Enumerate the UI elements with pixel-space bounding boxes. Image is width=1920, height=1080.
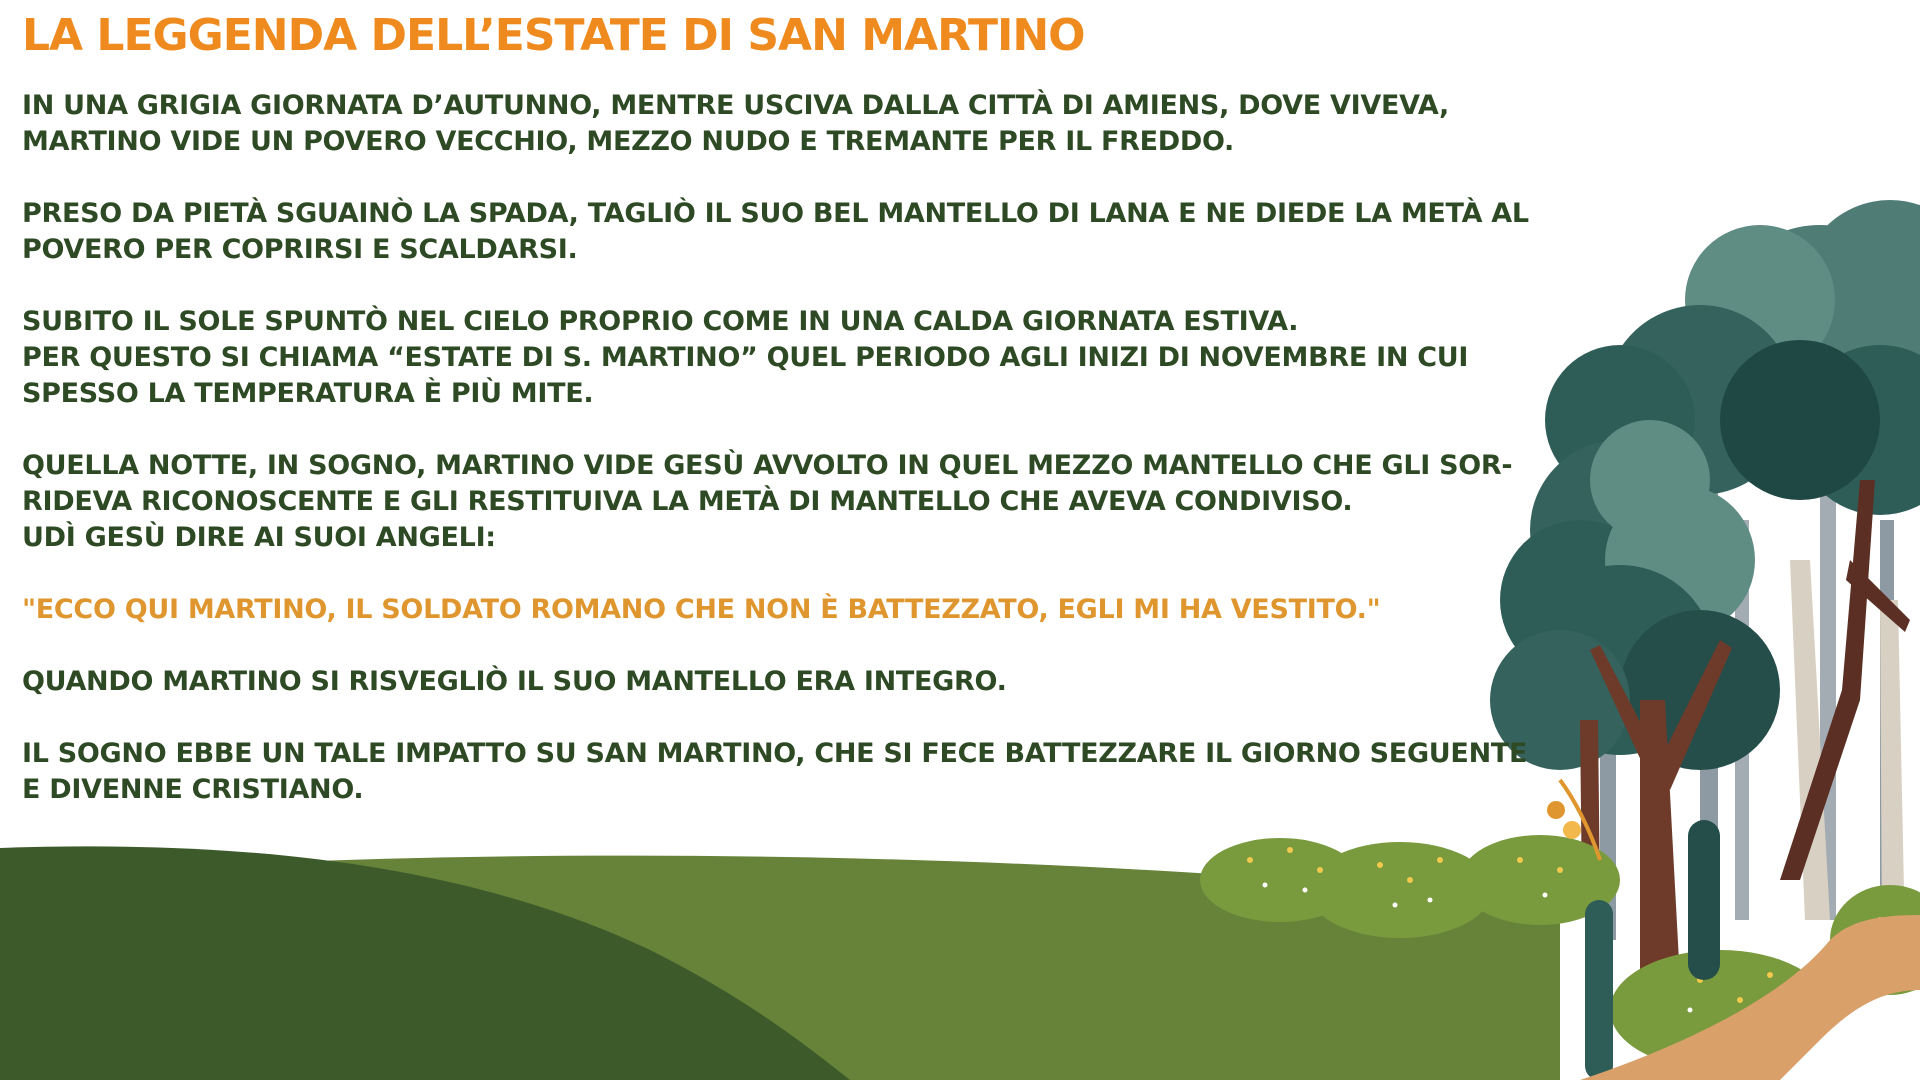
text-line: RIDEVA RICONOSCENTE E GLI RESTITUIVA LA METÀ DI MANTELLO CHE AVEVA CONDIVISO. [22, 486, 1353, 517]
text-line: MARTINO VIDE UN POVERO VECCHIO, MEZZO NUDO E TREMANTE PER IL FREDDO. [22, 126, 1235, 157]
paragraph-6 [22, 664, 1562, 700]
page-title: LA LEGGENDA DELL’ESTATE DI SAN MARTINO [22, 10, 1085, 61]
paragraph-7 [22, 736, 1562, 808]
paragraph-3 [22, 304, 1562, 412]
text-line: SPESSO LA TEMPERATURA È PIÙ MITE. [22, 378, 594, 409]
paragraph-2 [22, 196, 1562, 268]
text-line: IL SOGNO EBBE UN TALE IMPATTO SU SAN MARTINO, CHE SI FECE BATTEZZARE IL GIORNO SEGUENTE [22, 738, 1528, 769]
text-line: QUELLA NOTTE, IN SOGNO, MARTINO VIDE GESÙ AVVOLTO IN QUEL MEZZO MANTELLO CHE GLI SOR- [22, 450, 1513, 481]
text-line: UDÌ GESÙ DIRE AI SUOI ANGELI: [22, 522, 496, 553]
text-line: E DIVENNE CRISTIANO. [22, 774, 364, 805]
story-text [22, 88, 1562, 808]
text-line: PER QUESTO SI CHIAMA “ESTATE DI S. MARTINO” QUEL PERIODO AGLI INIZI DI NOVEMBRE IN CUI [22, 342, 1469, 373]
quote-line: "ECCO QUI MARTINO, IL SOLDATO ROMANO CHE NON È BATTEZZATO, EGLI MI HA VESTITO." [22, 594, 1381, 625]
paragraph-quote [22, 592, 1562, 628]
text-line: PRESO DA PIETÀ SGUAINÒ LA SPADA, TAGLIÒ IL SUO BEL MANTELLO DI LANA E NE DIEDE LA METÀ AL [22, 198, 1529, 229]
text-line: POVERO PER COPRIRSI E SCALDARSI. [22, 234, 578, 265]
text-line: SUBITO IL SOLE SPUNTÒ NEL CIELO PROPRIO COME IN UNA CALDA GIORNATA ESTIVA. [22, 306, 1299, 337]
text-line: IN UNA GRIGIA GIORNATA D’AUTUNNO, MENTRE USCIVA DALLA CITTÀ DI AMIENS, DOVE VIVEVA, [22, 90, 1449, 121]
paragraph-4 [22, 448, 1562, 556]
text-line: QUANDO MARTINO SI RISVEGLIÒ IL SUO MANTELLO ERA INTEGRO. [22, 666, 1007, 697]
paragraph-1 [22, 88, 1562, 160]
